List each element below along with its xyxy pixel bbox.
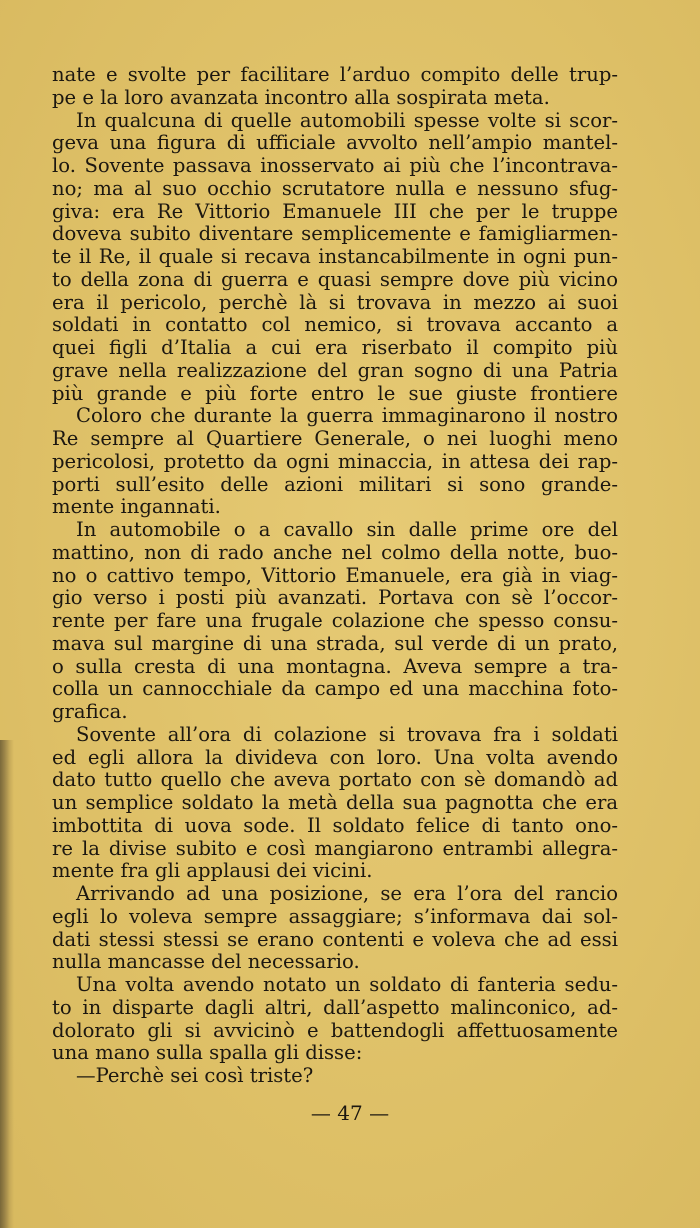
text-line: porti sull’esito delle azioni militari si sono grande- [52, 472, 618, 496]
text-line: mente fra gli applausi dei vicini. [52, 859, 373, 883]
text-line: rente per fare una frugale colazione che spesso consu- [52, 609, 618, 632]
text-line: to della zona di guerra e quasi sempre dove più vicino [52, 267, 618, 291]
text-line: te il Re, il quale si recava instancabilmente in ogni pun- [52, 245, 618, 268]
text-line: In qualcuna di quelle automobili spesse volte si scor- [76, 108, 618, 132]
text-line: to in disparte dagli altri, dall’aspetto malinconico, ad- [52, 995, 618, 1019]
text-line: imbottita di uova sode. Il soldato felice di tanto ono- [52, 813, 618, 837]
page-number: — 47 — [310, 1101, 390, 1125]
text-line: mente ingannati. [52, 495, 221, 519]
text-line: In automobile o a cavallo sin dalle prime ore del [76, 518, 618, 541]
text-line: mattino, non di rado anche nel colmo della notte, buo- [52, 540, 618, 564]
text-line: o sulla cresta di una montagna. Aveva sempre a tra- [52, 654, 618, 678]
text-line: dolorato gli si avvicinò e battendogli affettuosamente [52, 1018, 618, 1042]
text-line: re la divise subito e così mangiarono entrambi allegra- [52, 836, 618, 860]
text-line: nate e svolte per facilitare l’arduo compito delle trup- [52, 63, 618, 86]
text-line: pe e la loro avanzata incontro alla sospirata meta. [52, 85, 550, 109]
text-line: una mano sulla spalla gli disse: [52, 1041, 363, 1065]
text-line: Una volta avendo notato un soldato di fanteria sedu- [76, 973, 618, 996]
text-line: lo. Sovente passava inosservato ai più che l’incontrava- [52, 154, 618, 177]
text-line: dato tutto quello che aveva portato con sè domandò ad [52, 768, 618, 792]
text-line: pericolosi, protetto da ogni minaccia, in attesa dei rap- [52, 449, 618, 473]
text-line: grafica. [52, 700, 128, 723]
text-line: egli lo voleva sempre assaggiare; s’informava dai sol- [52, 904, 618, 928]
text-line: colla un cannocchiale da campo ed una macchina foto- [52, 677, 618, 701]
text-line: dati stessi stessi se erano contenti e voleva che ad essi [52, 927, 618, 951]
text-line: Arrivando ad una posizione, se era l’ora del rancio [76, 882, 618, 905]
text-line: mava sul margine di una strada, sul verde di un prato, [52, 631, 618, 655]
text-line: no o cattivo tempo, Vittorio Emanuele, era già in viag- [52, 563, 618, 587]
text-line: era il pericolo, perchè là si trovava in mezzo ai suoi [52, 290, 618, 314]
text-line: Re sempre al Quartiere Generale, o nei luoghi meno [52, 427, 618, 450]
text-line: ed egli allora la divideva con loro. Una volta avendo [52, 745, 618, 769]
text-line: più grande e più forte entro le sue giuste frontiere [52, 381, 618, 405]
text-line: quei figli d’Italia a cui era riserbato il compito più [52, 336, 618, 359]
text-line: no; ma al suo occhio scrutatore nulla e nessuno sfug- [52, 176, 618, 200]
text-line: nulla mancasse del necessario. [52, 950, 360, 974]
text-line: Sovente all’ora di colazione si trovava fra i soldati [76, 722, 618, 746]
text-line: grave nella realizzazione del gran sogno di una Patria [52, 358, 618, 382]
text-line: gio verso i posti più avanzati. Portava con sè l’occor- [52, 586, 618, 610]
text-line: un semplice soldato la metà della sua pagnotta che era [52, 791, 618, 814]
text-line: Coloro che durante la guerra immaginarono il nostro [76, 404, 618, 428]
text-line: soldati in contatto col nemico, si trovava accanto a [52, 313, 618, 337]
body-text [52, 64, 618, 1088]
text-line: doveva subito diventare semplicemente e famigliarmen- [52, 222, 618, 246]
text-line: —Perchè sei così triste? [76, 1064, 314, 1087]
binding-shadow [0, 740, 14, 1228]
text-line: giva: era Re Vittorio Emanuele III che per le truppe [52, 199, 618, 223]
text-line: geva una figura di ufficiale avvolto nell’ampio mantel- [52, 131, 618, 155]
